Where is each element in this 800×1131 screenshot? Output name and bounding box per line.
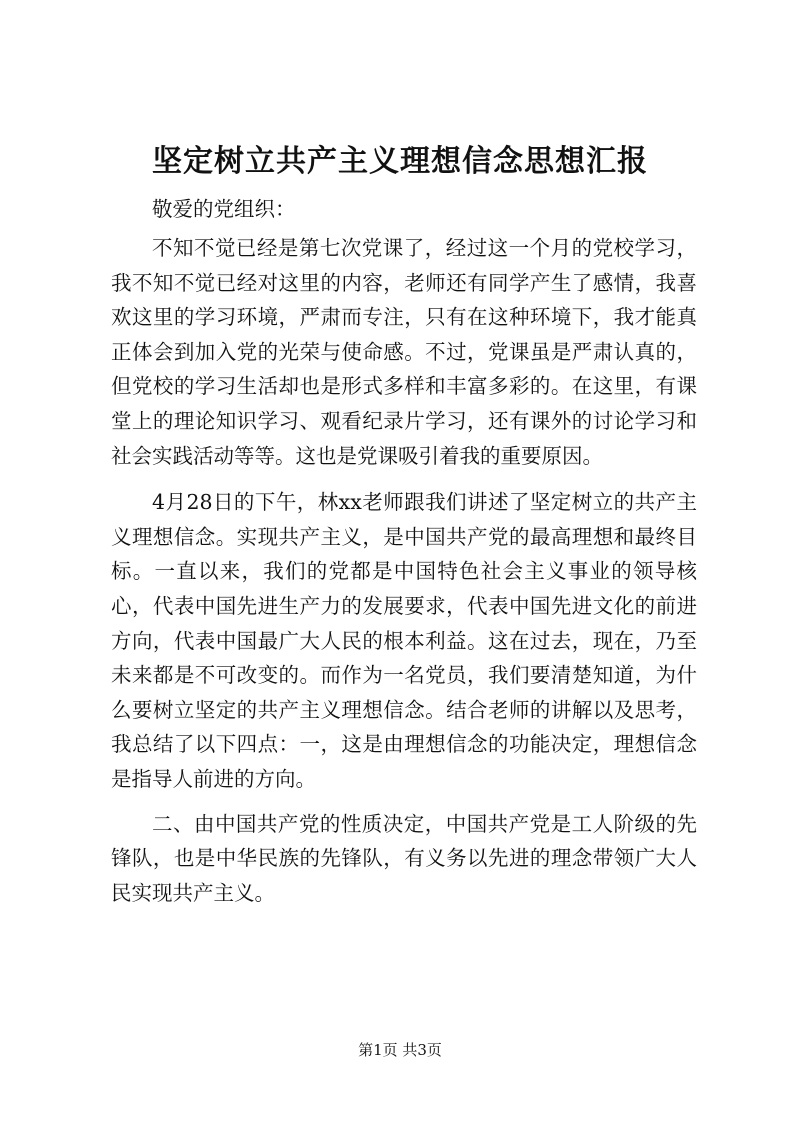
paragraph-1: 不知不觉已经是第七次党课了，经过这一个月的党校学习，我不知不觉已经对这里的内容，老师还有同学产生了感情，我喜欢这里的学习环境，严肃而专注，只有在这种环境下，我才能真正体会到加入党的光荣与使命感。不过，党课虽是严肃认真的，但党校的学习生活却也是形式多样和丰富多彩的。在这里，有课堂上的理论知识学习、观看纪录片学习，还有课外的讨论学习和社会实践活动等等。这也是党课吸引着我的重要原因。: [111, 236, 697, 468]
document-body: [111, 194, 697, 917]
paragraph-2: 4月28日的下午，林xx老师跟我们讲述了坚定树立的共产主义理想信念。实现共产主义，是中国共产党的最高理想和最终目标。一直以来，我们的党都是中国特色社会主义事业的领导核心，代表中国先进生产力的发展要求，代表中国先进文化的前进方向，代表中国最广大人民的根本利益。这在过去，现在，乃至未来都是不可改变的。而作为一名党员，我们要清楚知道，为什么要树立坚定的共产主义理想信念。结合老师的讲解以及思考，我总结了以下四点：一，这是由理想信念的功能决定，理想信念是指导人前进的方向。: [111, 490, 697, 791]
paragraph-3: 二、由中国共产党的性质决定，中国共产党是工人阶级的先锋队，也是中华民族的先锋队，有义务以先进的理念带领广大人民实现共产主义。: [111, 811, 697, 905]
page-number-footer: 第1页 共3页: [358, 1041, 442, 1059]
document-title: 坚定树立共产主义理想信念思想汇报: [152, 144, 648, 179]
salutation: 敬爱的党组织：: [152, 197, 296, 221]
